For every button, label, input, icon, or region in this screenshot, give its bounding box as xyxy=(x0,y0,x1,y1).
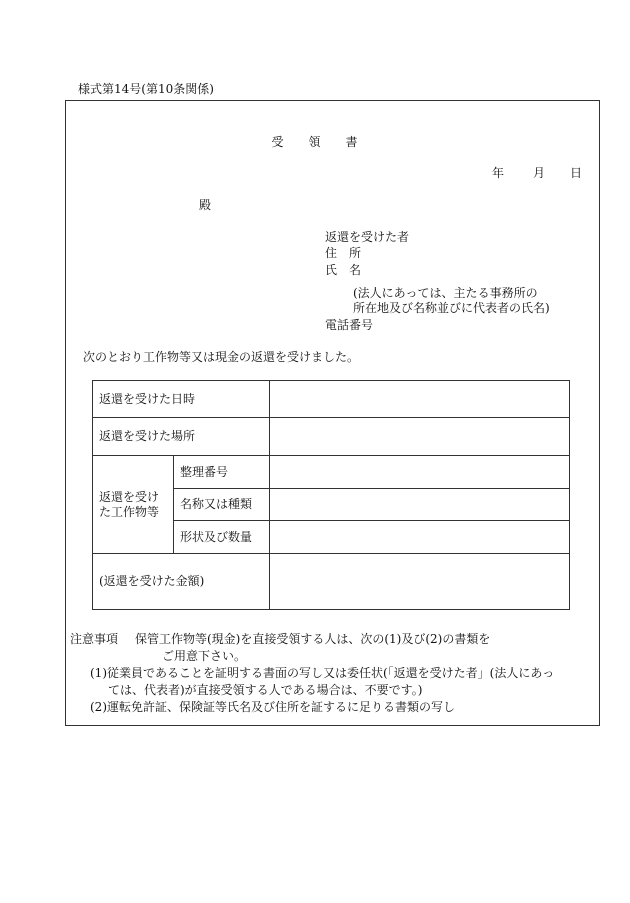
addressee-honorific: 殿 xyxy=(199,198,212,212)
amount-value-cell xyxy=(270,554,570,610)
place-label: 返還を受けた場所 xyxy=(93,418,270,456)
title-char-3: 書 xyxy=(345,135,359,149)
amount-label: (返還を受けた金額) xyxy=(93,554,270,610)
table-row-item-number xyxy=(93,456,570,489)
document-title xyxy=(0,135,630,150)
item-number-label: 整理番号 xyxy=(174,456,270,489)
table-row-datetime xyxy=(93,381,570,418)
date-month-label: 月 xyxy=(533,166,546,180)
corporate-note-line-1: (法人にあっては、主たる事務所の xyxy=(353,286,538,300)
item-shape-value-cell xyxy=(270,521,570,554)
form-number-label: 様式第14号(第10条関係) xyxy=(78,82,214,96)
date-day-label: 日 xyxy=(570,166,583,180)
items-label-line-2: た工作物等 xyxy=(99,504,160,519)
notice-item-2: (2)運転免許証、保険証等氏名及び住所を証するに足りる書類の写し xyxy=(90,700,456,714)
recipient-heading: 返還を受けた者 xyxy=(325,230,410,244)
receipt-statement: 次のとおり工作物等又は現金の返還を受けました。 xyxy=(83,350,360,364)
item-number-value-cell xyxy=(270,456,570,489)
datetime-label: 返還を受けた日時 xyxy=(93,381,270,418)
item-name-value-cell xyxy=(270,489,570,521)
receipt-table xyxy=(92,380,570,610)
table-row-amount xyxy=(93,554,570,610)
datetime-value-cell xyxy=(270,381,570,418)
items-label-line-1: 返還を受け xyxy=(99,489,160,504)
date-year-label: 年 xyxy=(492,166,505,180)
corporate-note-line-2: 所在地及び名称並びに代表者の氏名) xyxy=(353,301,550,315)
place-value-cell xyxy=(270,418,570,456)
notice-item-1-line-1: (1)従業員であることを証明する書面の写し又は委任状(「返還を受けた者」(法人にあっ xyxy=(90,666,555,680)
table-row-place xyxy=(93,418,570,456)
item-name-label: 名称又は種類 xyxy=(174,489,270,521)
notice-line-1: 保管工作物等(現金)を直接受領する人は、次の(1)及び(2)の書類を xyxy=(135,632,491,646)
notice-line-2: ご用意下さい。 xyxy=(162,649,247,663)
title-char-1: 受 xyxy=(271,135,285,149)
notice-item-1-line-2: ては、代表者)が直接受領する人である場合は、不要です。) xyxy=(108,683,423,697)
items-label xyxy=(93,456,174,554)
recipient-address-label: 住 所 xyxy=(325,246,362,260)
notice-heading: 注意事項 xyxy=(70,632,119,646)
recipient-name-label: 氏 名 xyxy=(325,263,362,277)
recipient-phone-label: 電話番号 xyxy=(325,318,374,332)
title-char-2: 領 xyxy=(308,135,322,149)
item-shape-label: 形状及び数量 xyxy=(174,521,270,554)
